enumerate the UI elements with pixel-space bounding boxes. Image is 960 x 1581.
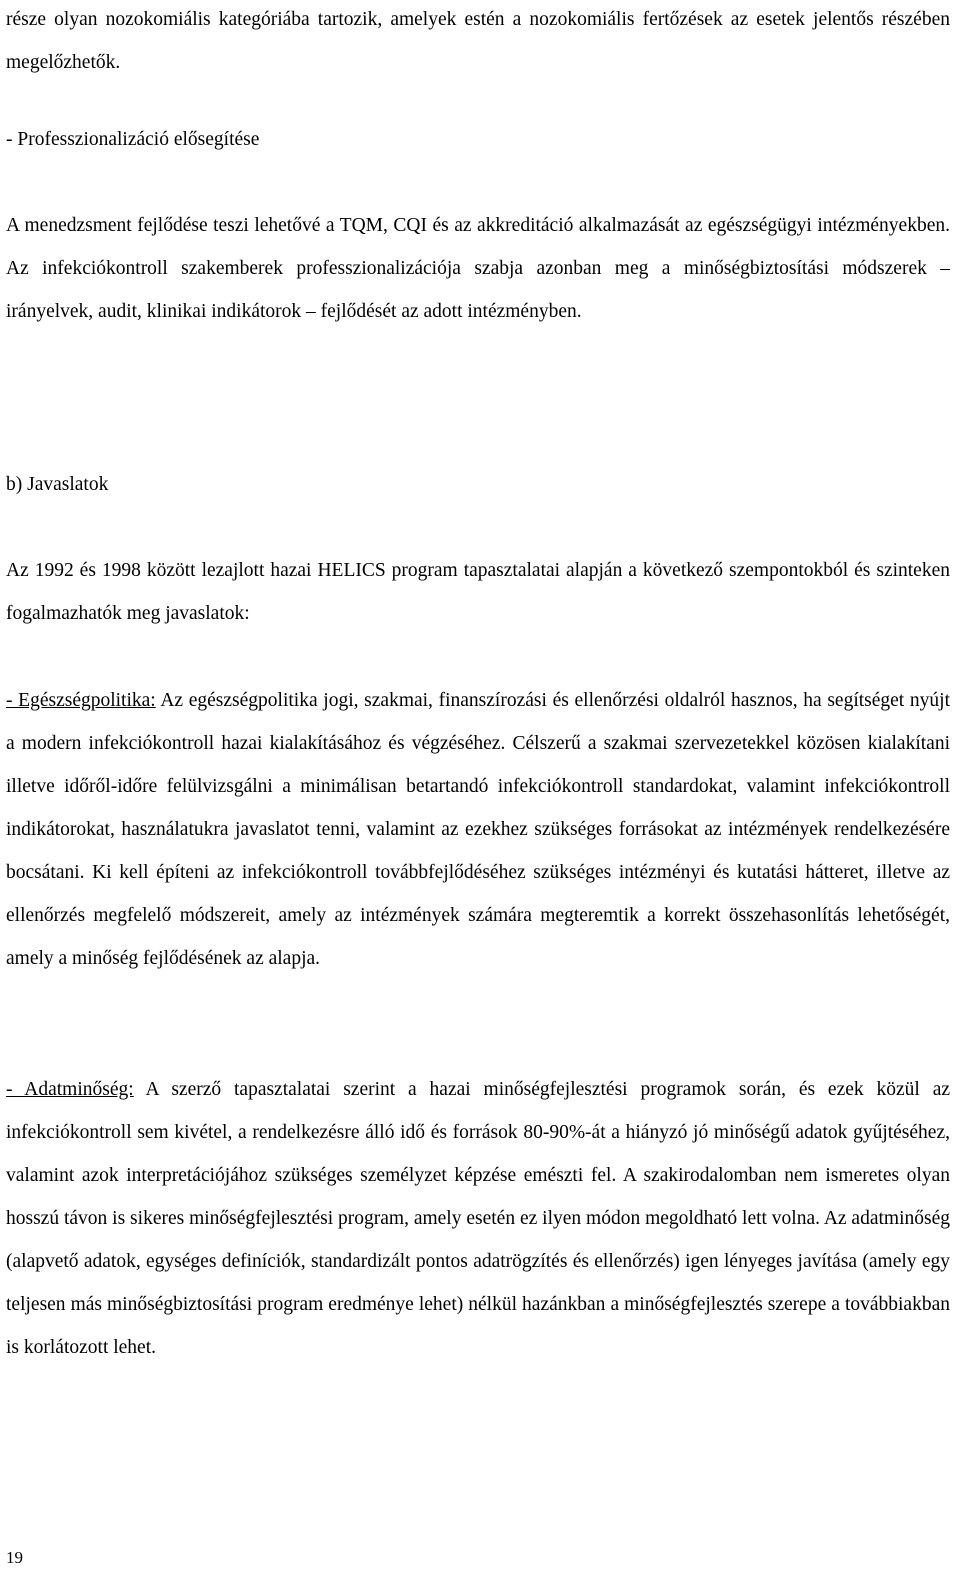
data-quality-text: A szerző tapasztalatai szerint a hazai minőségfejlesztési programok során, és ezek közül az infekciókontroll sem kivétel, a rendelkezésre álló idő és források 80-90%-át a hiányzó jó minőségű adatok gyűjtéséhez, valamint azok interpretációjához szükséges személyzet képzése emészti fel. A szakirodalomban nem ismeretes olyan hosszú távon is sikeres minőségfejlesztési program, amely esetén ez ilyen módon megoldható lett volna. Az adatminőség (alapvető adatok, egységes definíciók, standardizált pontos adatrögzítés és ellenőrzés) igen lényeges javítása (amely egy teljesen más minőségbiztosítási program eredménye lehet) nélkül hazánkban a minőségfejlesztés szerepe a továbbiakban is korlátozott lehet. (6, 1079, 951, 1358)
recommendations-intro-paragraph: Az 1992 és 1998 között lezajlott hazai HELICS program tapasztalatai alapján a következő szempontokból és szinteken fogalmazhatók meg javaslatok: (6, 560, 950, 624)
health-policy-label: - Egészségpolitika: (6, 690, 156, 711)
professionalization-heading: - Professzionalizáció elősegítése (6, 129, 260, 150)
professionalization-paragraph: A menedzsment fejlődése teszi lehetővé a TQM, CQI és az akkreditáció alkalmazását az egészségügyi intézményekben. Az infekciókontroll szakemberek professzionalizációja szabja azonban meg a minőségbiztosítási módszerek – irányelvek, audit, klinikai indikátorok – fejlődését az adott intézményben. (6, 215, 950, 322)
data-quality-paragraph (6, 1068, 950, 1369)
health-policy-text: Az egészségpolitika jogi, szakmai, finanszírozási és ellenőrzési oldalról hasznos, ha segítséget nyújt a modern infekciókontroll hazai kialakításához és végzéséhez. Célszerű a szakmai szervezetekkel közösen kialakítani illetve időről-időre felülvizsgálni a minimálisan betartandó infekciókontroll standardokat, valamint infekciókontroll indikátorokat, használatukra javaslatot tenni, valamint az ezekhez szükséges forrásokat az intézmények rendelkezésére bocsátani. Ki kell építeni az infekciókontroll továbbfejlődéséhez szükséges intézményi és kutatási hátteret, illetve az ellenőrzés megfelelő módszereit, amely az intézmények számára megteremtik a korrekt összehasonlítás lehetőségét, amely a minőség fejlődésének az alapja. (6, 690, 950, 969)
page-number: 19 (6, 1548, 23, 1567)
data-quality-label: - Adatminőség: (6, 1079, 134, 1100)
recommendations-heading: b) Javaslatok (6, 474, 109, 495)
intro-paragraph: része olyan nozokomiális kategóriába tartozik, amelyek estén a nozokomiális fertőzések az esetek jelentős részében megelőzhetők. (6, 9, 950, 73)
health-policy-paragraph (6, 679, 950, 980)
